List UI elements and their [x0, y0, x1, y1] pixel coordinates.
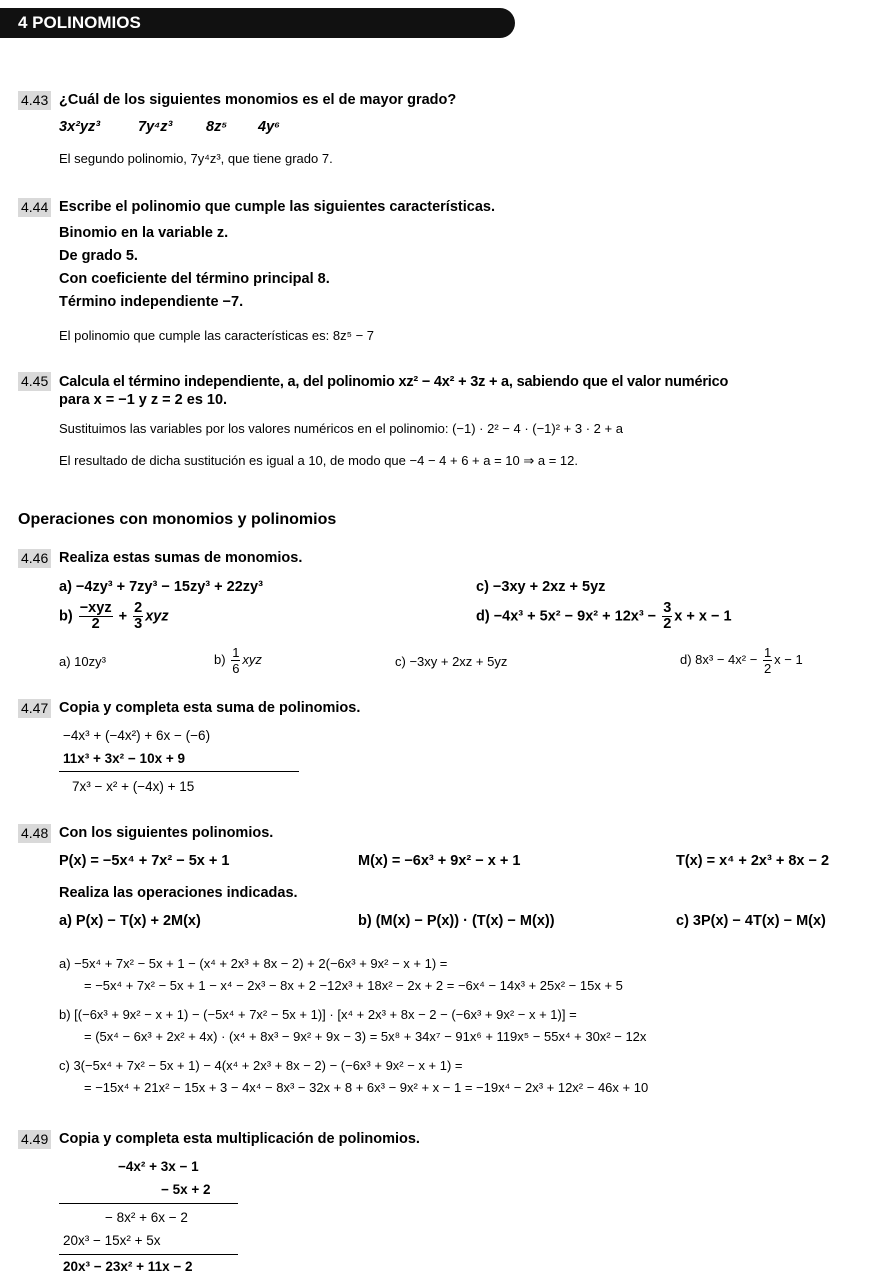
monomial-1: 3x²yz³: [59, 119, 101, 135]
monomial-2: 7y⁴z³: [138, 119, 173, 135]
sum-b-fraction-1-numerator: −xyz: [79, 600, 112, 616]
section-title: Operaciones con monomios y polinomios: [18, 511, 337, 528]
sum-d: [476, 601, 732, 632]
sum-b: [59, 601, 169, 632]
solution-c-line-1: c) 3(−5x⁴ + 7x² − 5x + 1) − 4(x⁴ + 2x³ + 8x − 2) − (−6x³ + 9x² − x + 1) =: [59, 1058, 463, 1073]
operations-title: Realiza las operaciones indicadas.: [59, 885, 298, 901]
exercise-number-4-45: 4.45: [18, 372, 51, 391]
exercise-number-4-47: 4.47: [18, 699, 51, 718]
characteristic-2: De grado 5.: [59, 248, 138, 264]
sum-d-fraction-numerator: 3: [663, 600, 672, 616]
monomial-3: 8z⁵: [206, 119, 228, 135]
sum-c: c) −3xy + 2xz + 5yz: [476, 579, 606, 595]
addition-row-3: 7x³ − x² + (−4x) + 15: [72, 779, 195, 794]
exercise-4-43-question: ¿Cuál de los siguientes monomios es el de mayor grado?: [59, 92, 457, 108]
answer-d-head: d) 8x³ − 4x² −: [680, 651, 758, 667]
exercise-4-43-answer: El segundo polinomio, 7y⁴z³, que tiene grado 7.: [59, 151, 333, 166]
exercise-4-45-answer-line-2: El resultado de dicha sustitución es igual a 10, de modo que −4 − 4 + 6 + a = 10 ⇒ a = 12.: [59, 453, 578, 468]
exercise-4-46-question: Realiza estas sumas de monomios.: [59, 550, 303, 566]
exercise-number-4-43: 4.43: [18, 91, 51, 110]
multiplication-row-2: − 5x + 2: [161, 1182, 211, 1197]
answer-c: c) −3xy + 2xz + 5yz: [395, 654, 508, 669]
multiplication-rule-1: [59, 1203, 238, 1204]
sum-b-fraction-2-numerator: 2: [134, 600, 143, 616]
sum-b-label: b): [59, 608, 73, 625]
sum-b-fraction-1: [79, 601, 113, 632]
answer-b-fraction-numerator: 1: [232, 645, 240, 660]
sum-d-fraction-denominator: 2: [663, 616, 672, 632]
answer-d-fraction-numerator: 1: [763, 645, 772, 660]
exercise-4-45-answer-line-1: Sustituimos las variables por los valores numéricos en el polinomio: (−1) · 2² − 4 · (−1)² + 3 · 2 + a: [59, 421, 623, 436]
chapter-title: 4 POLINOMIOS: [18, 13, 141, 32]
sum-b-fraction-2: [133, 601, 143, 632]
answer-b: [214, 645, 262, 676]
operation-b: b) (M(x) − P(x)) · (T(x) − M(x)): [358, 913, 555, 929]
polynomial-m: M(x) = −6x³ + 9x² − x + 1: [358, 853, 521, 869]
characteristic-1: Binomio en la variable z.: [59, 225, 229, 241]
solution-c-line-2: = −15x⁴ + 21x² − 15x + 3 − 4x⁴ − 8x³ − 32x + 8 + 6x³ − 9x² + x − 1 = −19x⁴ − 2x³ + 12x² − 46x + 10: [84, 1080, 649, 1095]
exercise-4-48-question: Con los siguientes polinomios.: [59, 825, 274, 841]
monomial-4: 4y⁶: [258, 119, 281, 135]
sum-b-fraction-2-denominator: 3: [134, 616, 143, 632]
solution-b-line-1: b) [(−6x³ + 9x² − x + 1) − (−5x⁴ + 7x² − 5x + 1)] · [x⁴ + 2x³ + 8x − 2 − (−6x³ + 9x² − x + 1)] =: [59, 1007, 577, 1022]
answer-b-label: b): [214, 651, 226, 667]
exercise-4-44-question: Escribe el polinomio que cumple las siguientes características.: [59, 199, 495, 215]
exercise-number-4-48: 4.48: [18, 824, 51, 843]
answer-b-tail: xyz: [242, 651, 262, 667]
answer-a: a) 10zy³: [59, 654, 106, 669]
exercise-number-4-44: 4.44: [18, 198, 51, 217]
exercise-number-4-46: 4.46: [18, 549, 51, 568]
exercise-4-45-question-line-2: para x = −1 y z = 2 es 10.: [59, 392, 228, 408]
polynomial-p: P(x) = −5x⁴ + 7x² − 5x + 1: [59, 853, 230, 869]
exercise-number-4-49: 4.49: [18, 1130, 51, 1149]
exercise-4-45-question-line-1: Calcula el término independiente, a, del polinomio xz² − 4x² + 3z + a, sabiendo que el valor numérico: [59, 374, 729, 390]
answer-b-fraction-denominator: 6: [232, 661, 240, 676]
solution-b-line-2: = (5x⁴ − 6x³ + 2x² + 4x) · (x⁴ + 8x³ − 9x² + 9x − 3) = 5x⁸ + 34x⁷ − 91x⁶ + 119x⁵ − 55x⁴ + 30x² − 12x: [84, 1029, 647, 1044]
sum-b-fraction-1-denominator: 2: [91, 616, 100, 632]
sum-b-plus: +: [118, 608, 128, 625]
solution-a-line-1: a) −5x⁴ + 7x² − 5x + 1 − (x⁴ + 2x³ + 8x − 2) + 2(−6x³ + 9x² − x + 1) =: [59, 956, 448, 971]
addition-row-1: −4x³ + (−4x²) + 6x − (−6): [63, 728, 211, 743]
addition-row-2: 11x³ + 3x² − 10x + 9: [63, 751, 185, 766]
answer-d-tail: x − 1: [774, 651, 803, 667]
answer-d-fraction-denominator: 2: [763, 661, 772, 676]
polynomial-t: T(x) = x⁴ + 2x³ + 8x − 2: [676, 853, 830, 869]
characteristic-3: Con coeficiente del término principal 8.: [59, 271, 330, 287]
multiplication-row-5: 20x³ − 23x² + 11x − 2: [63, 1259, 193, 1274]
exercise-4-49-question: Copia y completa esta multiplicación de polinomios.: [59, 1131, 420, 1147]
answer-b-fraction: [231, 645, 240, 676]
characteristic-4: Término independiente −7.: [59, 294, 244, 310]
multiplication-row-1: −4x² + 3x − 1: [118, 1159, 199, 1174]
addition-rule: [59, 771, 299, 772]
answer-d-fraction: [763, 645, 772, 676]
multiplication-row-3: − 8x² + 6x − 2: [105, 1210, 188, 1225]
operation-c: c) 3P(x) − 4T(x) − M(x): [676, 913, 826, 929]
sum-d-fraction: [662, 601, 672, 632]
sum-d-tail: x + x − 1: [674, 608, 732, 625]
sum-d-head: d) −4x³ + 5x² − 9x² + 12x³ −: [476, 608, 657, 625]
sum-b-tail: xyz: [145, 608, 169, 625]
answer-d: [680, 645, 803, 676]
multiplication-row-4: 20x³ − 15x² + 5x: [63, 1233, 161, 1248]
multiplication-rule-2: [59, 1254, 238, 1255]
exercise-4-47-question: Copia y completa esta suma de polinomios.: [59, 700, 361, 716]
solution-a-line-2: = −5x⁴ + 7x² − 5x + 1 − x⁴ − 2x³ − 8x + 2 −12x³ + 18x² − 2x + 2 = −6x⁴ − 14x³ + 25x² − 15x + 5: [84, 978, 623, 993]
operation-a: a) P(x) − T(x) + 2M(x): [59, 913, 201, 929]
sum-a: a) −4zy³ + 7zy³ − 15zy³ + 22zy³: [59, 579, 263, 595]
exercise-4-44-answer: El polinomio que cumple las características es: 8z⁵ − 7: [59, 328, 375, 343]
